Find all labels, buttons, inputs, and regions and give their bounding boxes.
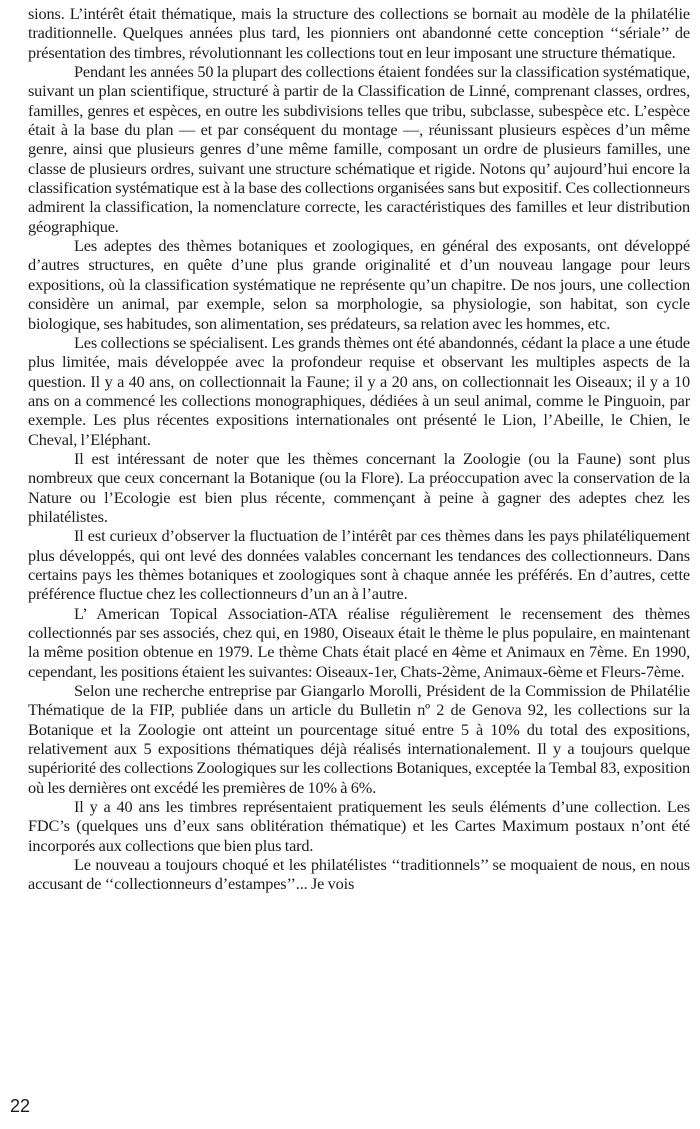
paragraph-10: Le nouveau a toujours choqué et les philatélistes ‘‘traditionnels’’ se moquaient de nous, en nous accusant de ‘‘collectionneurs d’estampes’’... Je vois bbox=[28, 855, 690, 894]
paragraph-1: sions. L’intérêt était thématique, mais la structure des collections se bornait au modèle de la philatélie traditionnelle. Quelques années plus tard, les pionniers ont abandonné cette conception ‘‘sériale’’ de présentation des timbres, révolutionnant les collections tout en leur imposant une structure thématique. bbox=[28, 4, 690, 62]
page-body bbox=[28, 4, 690, 894]
paragraph-4: Les collections se spécialisent. Les grands thèmes ont été abandonnés, cédant la place a une étude plus limitée, mais développée avec la profondeur requise et observant les multiples aspects de la question. Il y a 40 ans, on collectionnait la Faune; il y a 20 ans, on collectionnait les Oiseaux; il y a 10 ans on a commencé les collections monographiques, dédiées à un seul animal, comme le Pinguoin, par exemple. Les plus récentes expositions internationales ont présenté le Lion, l’Abeille, le Chien, le Cheval, l’Eléphant. bbox=[28, 332, 690, 449]
paragraph-8: Selon une recherche entreprise par Giangarlo Morolli, Président de la Commission de Philatélie Thématique de la FIP, publiée dans un article du Bulletin nº 2 de Genova 92, les collections sur la Botanique et la Zoologie ont atteint un pourcentage situé entre 5 à 10% du total des expositions, relativement aux 5 expositions thématiques déjà réalisés internationalement. Il y a toujours quelque supériorité des collections Zoologiques sur les collections Botaniques, exceptée la Tembal 83, exposition où les dernières ont excédé les premières de 10% à 6%. bbox=[28, 681, 690, 797]
paragraph-2: Pendant les années 50 la plupart des collections étaient fondées sur la classification systématique, suivant un plan scientifique, structuré à partir de la Classification de Linné, comprenant classes, ordres, familles, genres et espèces, en outre les subdivisions telles que tribu, subclasse, subespèce etc. L’espèce était à la base du plan — et par conséquent du montage —, réunissant plusieurs espèces d’un même genre, ainsi que plusieurs genres d’une même famille, composant un ordre de plusieurs familles, une classe de plusieurs ordres, suivant une structure schématique et rigide. Notons qu’ aujourd’hui encore la classification systématique est à la base des collections organisées sans but expositif. Ces collectionneurs admirent la classification, la nomenclature correcte, les caractéristiques des familles et leur distribution géographique. bbox=[28, 62, 690, 236]
paragraph-5: Il est intéressant de noter que les thèmes concernant la Zoologie (ou la Faune) sont plus nombreux que ceux concernant la Botanique (ou la Flore). La préoccupation avec la conservation de la Nature ou l’Ecologie est bien plus récente, commençant à peine à gagner des adeptes chez les philatélistes. bbox=[28, 448, 690, 526]
page-number: 22 bbox=[10, 1096, 31, 1116]
paragraph-3: Les adeptes des thèmes botaniques et zoologiques, en général des exposants, ont développé d’autres structures, en quête d’une plus grande originalité et d’un nouveau langage pour leurs expositions, où la classification systématique ne représente qu’un chapitre. De nos jours, une collection considère un animal, par exemple, selon sa morphologie, sa physiologie, son habitat, son cycle biologique, ses habitudes, son alimentation, ses prédateurs, sa relation avec les hommes, etc. bbox=[28, 236, 690, 333]
paragraph-6: Il est curieux d’observer la fluctuation de l’intérêt par ces thèmes dans les pays philatéliquement plus développés, qui ont levé des données valables concernant les tendances des collectionneurs. Dans certains pays les thèmes botaniques et zoologiques sont à chaque année les préférés. En d’autres, cette préférence fluctue chez les collectionneurs d’un an à l’autre. bbox=[28, 526, 690, 604]
paragraph-7: L’ American Topical Association-ATA réalise régulièrement le recensement des thèmes collectionnés par ses associés, chez qui, en 1980, Oiseaux était le thème le plus populaire, en maintenant la même position obtenue en 1979. Le thème Chats était placé en 4ème et Animaux en 7ème. En 1990, cependant, les positions étaient les suivantes: Oiseaux-1er, Chats-2ème, Animaux-6ème et Fleurs-7ème. bbox=[28, 603, 690, 681]
paragraph-9: Il y a 40 ans les timbres représentaient pratiquement les seuls éléments d’une collection. Les FDC’s (quelques uns d’eux sans oblitération thématique) et les Cartes Maximum postaux n’ont été incorporés aux collections que bien plus tard. bbox=[28, 797, 690, 855]
